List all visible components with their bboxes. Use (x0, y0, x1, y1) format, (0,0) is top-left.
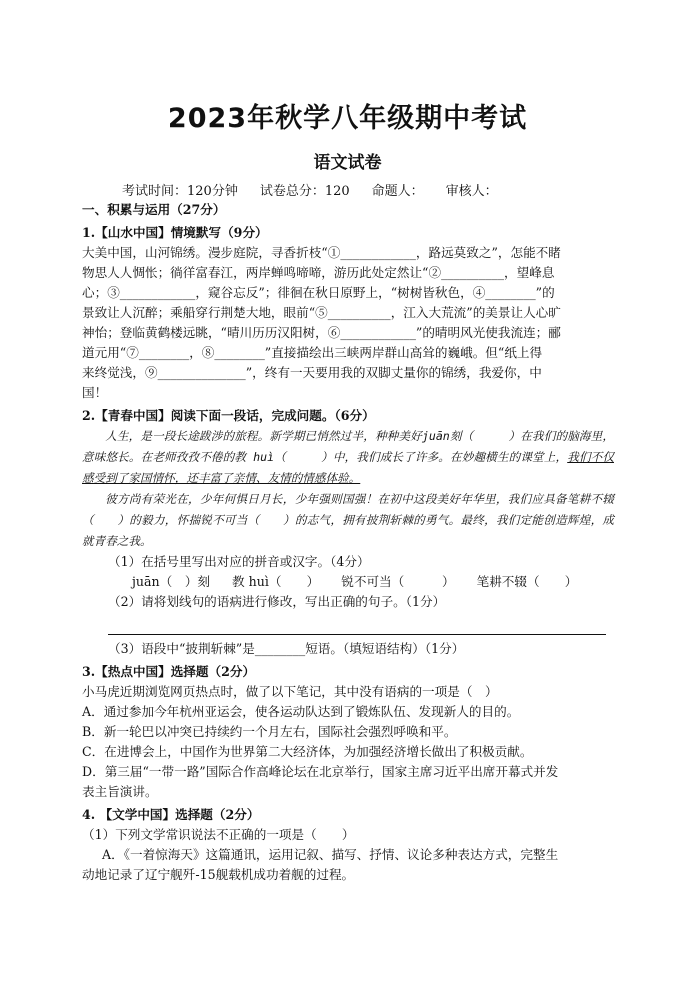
fill-item: 笔耕不辍（ ） (476, 574, 578, 589)
q3-option: B．新一轮巴以冲突已持续约一个月左右，国际社会强烈呼唤和平。 (82, 724, 457, 739)
exam-title: 2023年秋学八年级期中考试 (167, 103, 528, 134)
q2-fill-row (82, 572, 614, 592)
exam-content (82, 200, 614, 885)
exam-setter: 命题人： (371, 184, 424, 199)
underlined-sentence: 我们不仅感受到了家国情怀，还丰富了亲情、友情的情感体验。 (82, 450, 614, 485)
q1-line: 物思人人惆怅；徜徉富春江，两岸蝉鸣啼啼，游历此处定然让“②__________，望峰息 (82, 265, 555, 280)
fill-item: juān（ ）刻 (132, 574, 211, 589)
q3-option: 表主旨演讲。 (82, 784, 158, 799)
question-4-heading: 4. 【文学中国】选择题（2分） (82, 807, 260, 822)
fill-item: 锐不可当（ ） (341, 574, 455, 589)
q1-line: 道元用“⑦________，⑧________”直接描绘出三峡两岸群山高耸的巍峨。但“纸上得 (82, 345, 543, 360)
exam-subtitle: 语文试卷 (313, 153, 382, 173)
q4-stem: （1）下列文学常识说法不正确的一项是（ ） (82, 827, 355, 842)
q2-passage-1-text: 人生，是一段长途跋涉的旅程。新学期已悄然过半，种种美好juān刻（ ）在我们的脑海里，意味悠长。在老师孜孜不倦的教 huì（ ）中，我们成长了许多。在妙趣横生的课堂上， (82, 429, 614, 464)
q3-option: A．通过参加今年杭州亚运会，使各运动队达到了锻炼队伍、发现新人的目的。 (82, 704, 520, 719)
q1-line: 来终觉浅，⑨______________”，终有一天要用我的双脚丈量你的锦绣，我爱你，中 (82, 365, 542, 380)
q3-option: C．在进博会上，中国作为世界第二大经济体，为加强经济增长做出了积极贡献。 (82, 744, 533, 759)
q1-line: 景致让人沉醉；乘船穿行荆楚大地，眼前“⑤__________，江入大荒流”的美景让人心旷 (82, 305, 561, 320)
exam-score: 试卷总分：120 (259, 184, 350, 199)
question-1-heading: 1.【山水中国】情境默写（9分） (82, 225, 268, 240)
q2-sub-2: （2）请将划线句的语病进行修改，写出正确的句子。（1分） (108, 594, 446, 609)
section-heading: 一、积累与运用（27分） (82, 202, 226, 217)
q2-passage-1 (82, 426, 614, 489)
q4-option: A．《一着惊海天》这篇通讯，运用记叙、描写、抒情、议论多种表达方式，完整生 (102, 847, 559, 862)
q1-line: 国！ (82, 385, 108, 400)
q1-line: 心；③____________，窥谷忘反”；徘徊在秋日原野上，“树树皆秋色，④________”的 (82, 285, 555, 300)
question-3-heading: 3.【热点中国】选择题（2分） (82, 664, 256, 679)
q2-sub-3: （3）语段中“披荆斩棘”是________短语。（填短语结构）（1分） (108, 641, 465, 656)
q2-sub-1: （1）在括号里写出对应的拼音或汉字。（4分） (108, 554, 370, 569)
exam-meta (122, 180, 498, 199)
q2-passage-2: 彼方尚有荣光在，少年何惧日月长，少年强则国强！在初中这段美好年华里，我们应具备笔耕不辍（ ）的毅力，怀揣锐不可当（ ）的志气，拥有披荆斩棘的勇气。最终，我们定能创造辉煌，成就青春之我。 (82, 492, 614, 548)
q3-stem: 小马虎近期浏览网页热点时，做了以下笔记，其中没有语病的一项是（ ） (82, 684, 498, 699)
q1-line: 神怡；登临黄鹤楼远眺，“晴川历历汉阳树，⑥____________”的晴明风光使我流连；郦 (82, 325, 561, 340)
answer-line[interactable] (108, 618, 606, 635)
exam-time: 考试时间：120分钟 (122, 184, 238, 199)
question-2-heading: 2.【青春中国】阅读下面一段话，完成问题。（6分） (82, 408, 375, 423)
q3-option: D．第三届“一带一路”国际合作高峰论坛在北京举行，国家主席习近平出席开幕式并发 (82, 764, 559, 779)
q1-line: 大美中国，山河锦绣。漫步庭院，寻香折枝“①____________，路远莫致之”，怎能不睹 (82, 245, 561, 260)
exam-reviewer: 审核人： (445, 184, 498, 199)
fill-item: 教 huì（ ） (232, 574, 320, 589)
q4-option: 动地记录了辽宁舰歼-15舰载机成功着舰的过程。 (82, 867, 355, 882)
